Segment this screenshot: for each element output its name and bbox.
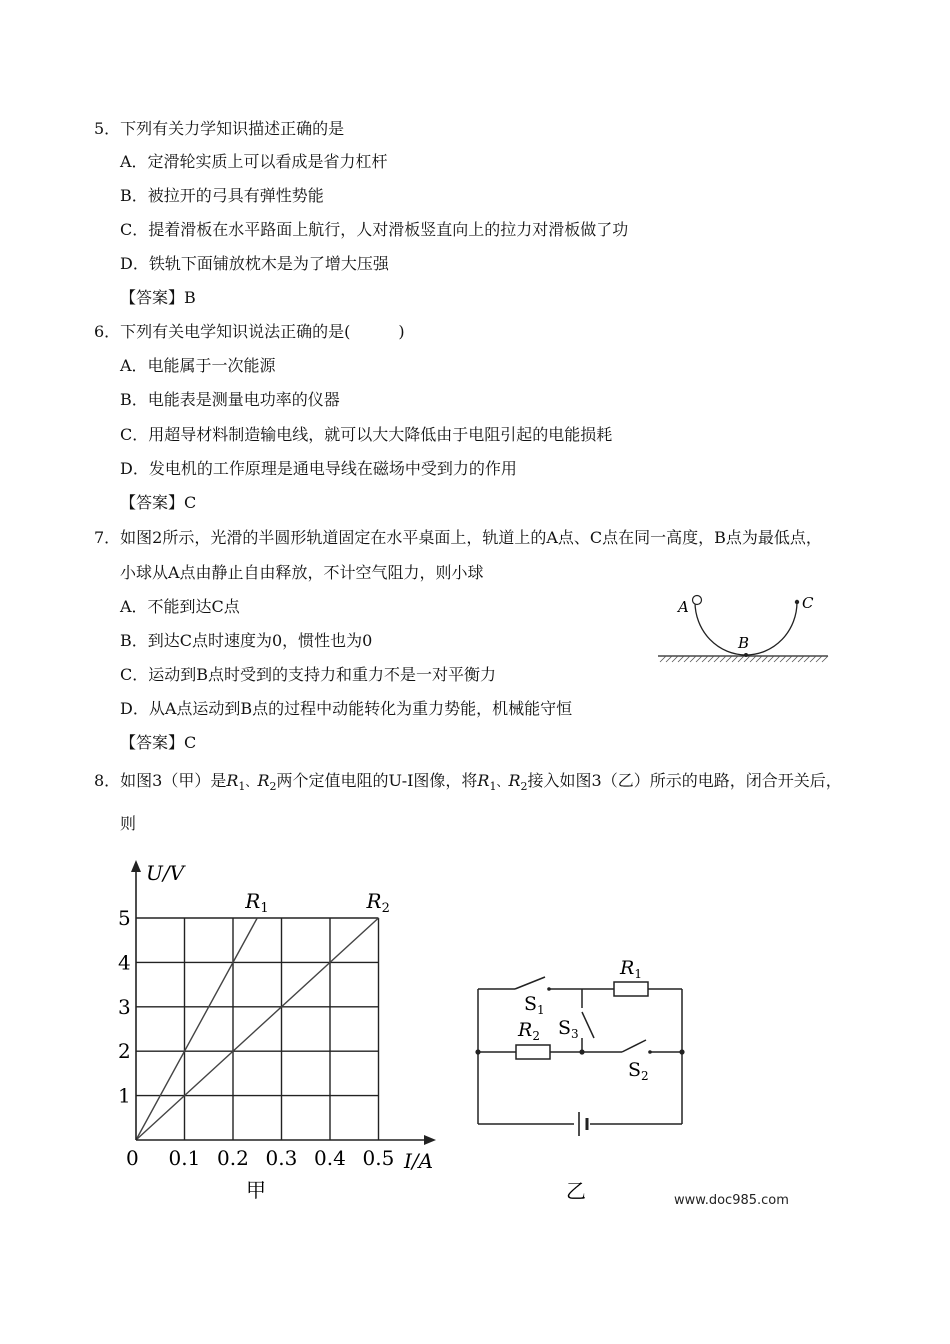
switch-s2-contact: [648, 1050, 652, 1054]
junction-left: [475, 1049, 480, 1054]
q7-option-d: D．从A点运动到B点的过程中动能转化为重力势能，机械能守恒: [120, 699, 573, 718]
separator: 、: [245, 775, 258, 789]
q7-stem-line2: 小球从A点由静止自由释放，不计空气阻力，则小球: [120, 563, 484, 582]
chart-series: [136, 918, 379, 1140]
label-a: A: [678, 598, 689, 616]
separator-2: 、: [496, 775, 509, 789]
r2-symbol-2: R: [508, 771, 521, 790]
r1-label: $R_1$: [620, 957, 642, 981]
q6-answer: 【答案】C: [120, 493, 197, 512]
junction-center: [579, 1049, 584, 1054]
s3-label: $S_3$: [558, 1017, 579, 1041]
q8-stem-line1: [94, 771, 842, 797]
q6-option-a: A．电能属于一次能源: [120, 356, 276, 375]
x-axis-arrow: [424, 1135, 436, 1145]
q8-stem-part3: 接入如图3（乙）所示的电路，闭合开关后，: [527, 771, 842, 790]
s1-label: $S_1$: [524, 993, 545, 1017]
q5-option-d: D．铁轨下面铺放枕木是为了增大压强: [120, 254, 389, 273]
q6-stem: 6．下列有关电学知识说法正确的是( ): [94, 322, 405, 341]
r1-subscript: 1: [238, 780, 246, 794]
r2-label: $R_2$: [518, 1019, 540, 1043]
x-tick-label: 0: [126, 1146, 139, 1170]
switch-s1-contact: [547, 987, 551, 991]
x-tick-label: 0.3: [265, 1146, 298, 1170]
chart-caption: 甲: [246, 1178, 266, 1202]
junction-right: [679, 1049, 684, 1054]
r1-symbol-2: R: [477, 771, 490, 790]
y-tick-label: 2: [118, 1039, 131, 1064]
r1-subscript-2: 1: [489, 780, 497, 794]
q7-answer: 【答案】C: [120, 733, 197, 752]
x-tick-label: 0.2: [217, 1146, 249, 1170]
q6-option-c: C．用超导材料制造输电线，就可以大大降低由于电阻引起的电能损耗: [120, 425, 613, 444]
y-tick-label: 4: [118, 950, 131, 975]
q6-option-d: D．发电机的工作原理是通电导线在磁场中受到力的作用: [120, 459, 517, 478]
label-c: C: [802, 594, 814, 612]
x-tick-label: 0.5: [362, 1146, 395, 1170]
q6-option-b: B．电能表是测量电功率的仪器: [120, 390, 340, 409]
q5-option-c: C．提着滑板在水平路面上航行，人对滑板竖直向上的拉力对滑板做了功: [120, 220, 629, 239]
r2-subscript: 2: [269, 780, 277, 794]
y-axis-label: U/V: [146, 861, 185, 885]
chart-ticks: [118, 906, 394, 1170]
r1-symbol: R: [226, 771, 239, 790]
series-line-r2: [136, 918, 379, 1140]
label-b: B: [738, 634, 750, 652]
q7-option-c: C．运动到B点时受到的支持力和重力不是一对平衡力: [120, 665, 497, 684]
chart-series-labels: [244, 889, 390, 916]
resistor-r2: [516, 1045, 550, 1059]
series-line-r1: [136, 918, 257, 1140]
x-tick-label: 0.4: [314, 1146, 346, 1170]
track-figure: [650, 590, 830, 670]
y-tick-label: 1: [118, 1083, 131, 1108]
y-tick-label: 3: [118, 994, 131, 1019]
resistor-r1: [614, 982, 648, 996]
x-tick-label: 0.1: [168, 1146, 201, 1170]
y-axis-arrow: [131, 860, 141, 872]
circuit-caption: 乙: [566, 1179, 586, 1203]
r2-symbol: R: [257, 771, 270, 790]
q8-stem-part2: 两个定值电阻的U-I图像，将: [276, 771, 478, 790]
series-label-r1: $R_1$: [245, 889, 269, 916]
q5-stem: 5．下列有关力学知识描述正确的是: [94, 119, 345, 138]
q7-stem-line1: 7．如图2所示，光滑的半圆形轨道固定在水平桌面上，轨道上的A点、C点在同一高度，B点为最低点，: [94, 528, 822, 547]
series-label-r2: $R_2$: [366, 889, 390, 916]
point-c-dot: [795, 600, 799, 604]
q7-option-a: A．不能到达C点: [120, 597, 240, 616]
x-axis-label: I/A: [404, 1149, 434, 1173]
footer-url: www.doc985.com: [674, 1193, 789, 1208]
r2-subscript-2: 2: [520, 780, 528, 794]
ball: [693, 596, 702, 605]
q5-answer: 【答案】B: [120, 288, 196, 307]
q7-option-b: B．到达C点时速度为0，惯性也为0: [120, 631, 373, 650]
y-tick-label: 5: [118, 906, 131, 930]
table-hatching: [660, 656, 828, 662]
switch-s3-blade: [582, 1012, 594, 1038]
q5-option-b: B．被拉开的弓具有弹性势能: [120, 186, 324, 205]
q5-option-a: A．定滑轮实质上可以看成是省力杠杆: [120, 152, 388, 171]
switch-s2-blade: [622, 1040, 646, 1052]
circuit-diagram: [460, 950, 710, 1210]
ui-chart: [110, 850, 460, 1210]
switch-s1-blade: [515, 977, 545, 989]
q8-stem-line2: 则: [120, 814, 137, 833]
q8-stem-part1: 8．如图3（甲）是: [94, 771, 227, 790]
s2-label: $S_2$: [628, 1059, 649, 1083]
